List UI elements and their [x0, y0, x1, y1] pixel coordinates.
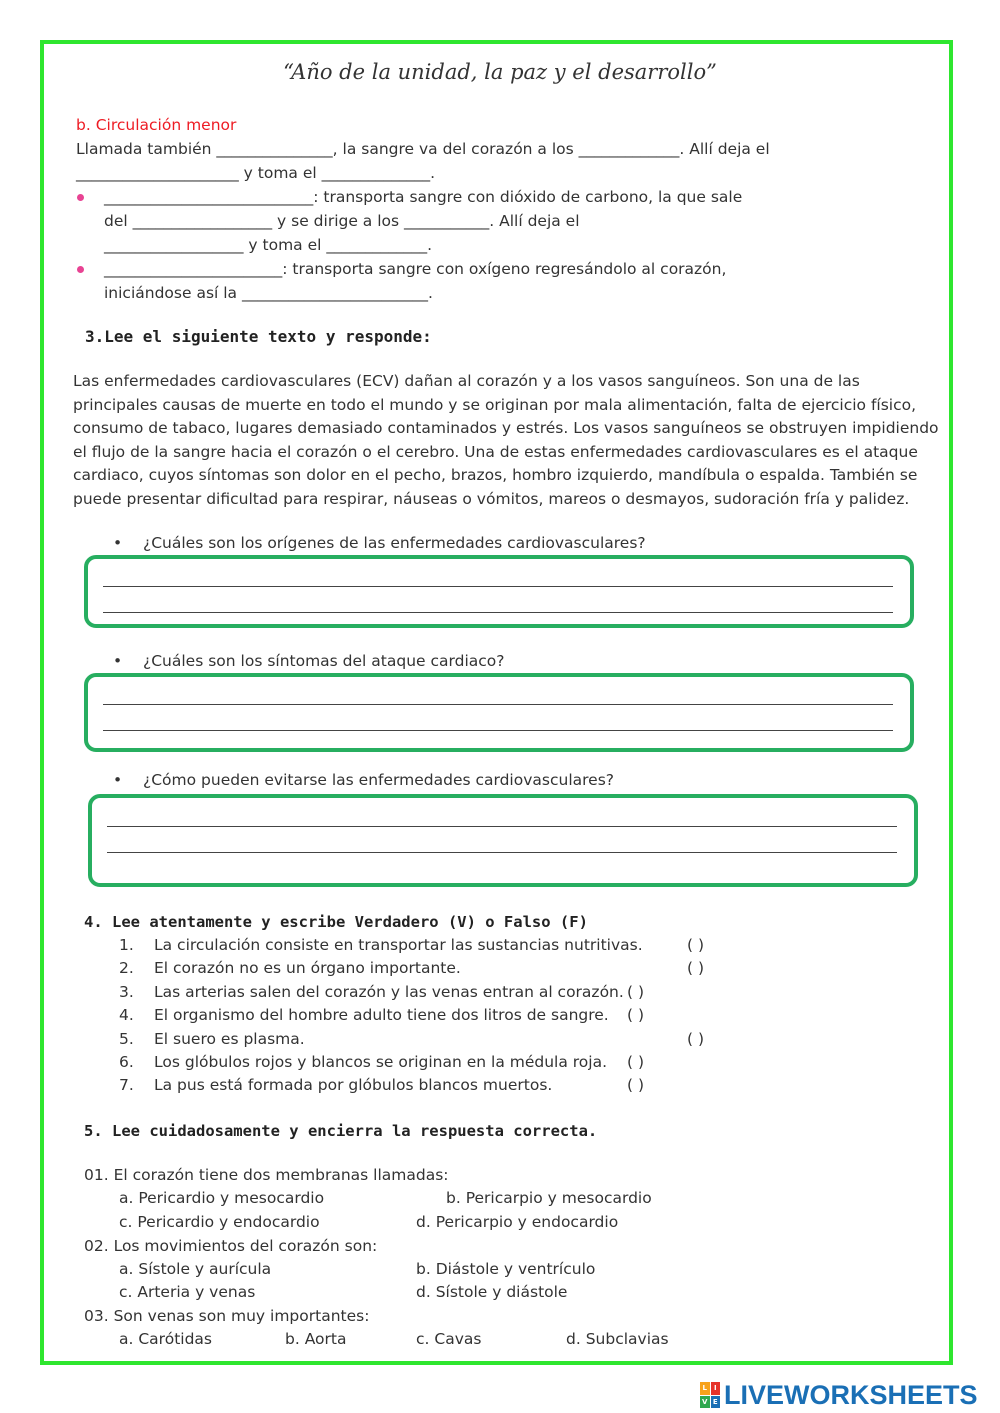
question-2	[118, 652, 505, 670]
tf-answer-parens[interactable]: ( )	[627, 1006, 645, 1024]
question-1-text: ¿Cuáles son los orígenes de las enfermedades cardiovasculares?	[143, 534, 646, 552]
paragraph-line: cardiaco, cuyos síntomas son dolor en el pecho, brazos, hombro izquierdo, mandíbula o espalda. También se	[73, 466, 918, 484]
bullet1-line-1: ___________________________: transporta sangre con dióxido de carbono, la que sale	[104, 188, 743, 206]
tf-number: 4.	[119, 1006, 134, 1024]
mc-question-3: 03. Son venas son muy importantes:	[84, 1307, 370, 1325]
tf-answer-parens[interactable]: ( )	[687, 936, 705, 954]
tf-answer-parens[interactable]: ( )	[687, 959, 705, 977]
paragraph-line: puede presentar dificultad para respirar, náuseas o vómitos, mareos o desmayos, sudoración fría y palidez.	[73, 489, 910, 508]
liveworksheets-logo-icon: L I V E	[700, 1382, 720, 1408]
mc-option[interactable]: a. Sístole y aurícula	[119, 1260, 272, 1278]
answer-box-3[interactable]	[88, 794, 918, 887]
tf-number: 2.	[119, 959, 134, 977]
mc-question-1: 01. El corazón tiene dos membranas llamadas:	[84, 1166, 449, 1184]
paragraph-line: Las enfermedades cardiovasculares (ECV) dañan al corazón y a los vasos sanguíneos. Son una de las	[73, 372, 860, 390]
tf-number: 6.	[119, 1053, 134, 1071]
answer-line	[107, 826, 897, 827]
answer-line	[103, 704, 893, 705]
liveworksheets-logo	[700, 1378, 978, 1412]
mc-option[interactable]: c. Arteria y venas	[119, 1283, 256, 1301]
tf-statement: El organismo del hombre adulto tiene dos litros de sangre.	[154, 1006, 609, 1024]
mc-option[interactable]: c. Cavas	[416, 1330, 482, 1348]
tf-statement: La circulación consiste en transportar las sustancias nutritivas.	[154, 936, 643, 954]
tf-number: 3.	[119, 983, 134, 1001]
mc-option[interactable]: a. Pericardio y mesocardio	[119, 1189, 325, 1207]
tf-statement: Los glóbulos rojos y blancos se originan en la médula roja.	[154, 1053, 608, 1071]
mc-option[interactable]: b. Aorta	[285, 1330, 347, 1348]
tf-statement: Las arterias salen del corazón y las venas entran al corazón.	[154, 983, 624, 1001]
bullet2-line-1: _______________________: transporta sangre con oxígeno regresándolo al corazón,	[104, 260, 727, 278]
section-3-title: 3.Lee el siguiente texto y responde:	[85, 327, 432, 346]
mc-option[interactable]: a. Carótidas	[119, 1330, 212, 1348]
paragraph-line: el flujo de la sangre hacia el corazón o el cerebro. Una de estas enfermedades cardiovasculares es el ataque	[73, 442, 918, 461]
question-1	[118, 534, 646, 552]
mc-option[interactable]: d. Sístole y diástole	[416, 1283, 568, 1301]
mc-option[interactable]: d. Pericarpio y endocardio	[416, 1213, 619, 1231]
answer-box-2[interactable]	[84, 673, 914, 752]
section-4-title: 4. Lee atentamente y escribe Verdadero (V) o Falso (F)	[84, 913, 588, 931]
tf-answer-parens[interactable]: ( )	[627, 983, 645, 1001]
mc-option[interactable]: b. Diástole y ventrículo	[416, 1260, 596, 1278]
section-b-line-1: Llamada también _______________, la sangre va del corazón a los _____________. Allí deja el	[76, 140, 770, 158]
mc-option[interactable]: d. Subclavias	[566, 1330, 669, 1348]
mc-option[interactable]: c. Pericardio y endocardio	[119, 1213, 320, 1231]
answer-box-1[interactable]	[84, 555, 914, 628]
tf-answer-parens[interactable]: ( )	[627, 1053, 645, 1071]
tf-statement: La pus está formada por glóbulos blancos muertos.	[154, 1076, 553, 1094]
bullet1-line-2: del __________________ y se dirige a los ___________. Allí deja el	[104, 212, 580, 230]
paragraph-line: consumo de tabaco, lugares demasiado contaminados y estrés. Los vasos sanguíneos se obstruyen impidiendo	[73, 419, 939, 437]
bullet1-line-3: __________________ y toma el _____________.	[104, 236, 433, 254]
brand-name: LIVEWORKSHEETS	[724, 1379, 978, 1410]
bullet2-line-2: iniciándose así la ________________________.	[104, 284, 433, 302]
mc-question-2: 02. Los movimientos del corazón son:	[84, 1237, 378, 1255]
section-b-title: b. Circulación menor	[76, 116, 237, 134]
tf-number: 5.	[119, 1030, 134, 1048]
tf-number: 7.	[119, 1076, 134, 1094]
question-3	[118, 771, 614, 789]
pink-bullet-icon	[77, 194, 84, 201]
answer-line	[107, 852, 897, 853]
pink-bullet-icon	[77, 266, 84, 273]
paragraph-line: principales causas de muerte en todo el mundo y se originan por mala alimentación, falta de ejercicio físico,	[73, 395, 917, 414]
mc-option[interactable]: b. Pericarpio y mesocardio	[446, 1189, 652, 1207]
tf-answer-parens[interactable]: ( )	[627, 1076, 645, 1094]
motto-heading: “Año de la unidad, la paz y el desarrollo”	[283, 60, 717, 84]
section-b-line-2: _____________________ y toma el ______________.	[76, 164, 436, 182]
answer-line	[103, 586, 893, 587]
question-2-text: ¿Cuáles son los síntomas del ataque cardiaco?	[143, 652, 505, 670]
answer-line	[103, 730, 893, 731]
tf-answer-parens[interactable]: ( )	[687, 1030, 705, 1048]
section-5-title: 5. Lee cuidadosamente y encierra la respuesta correcta.	[84, 1122, 598, 1140]
tf-statement: El corazón no es un órgano importante.	[154, 959, 461, 977]
tf-number: 1.	[119, 936, 134, 954]
tf-statement: El suero es plasma.	[154, 1030, 305, 1048]
answer-line	[103, 612, 893, 613]
reading-paragraph	[73, 370, 939, 511]
question-3-text: ¿Cómo pueden evitarse las enfermedades cardiovasculares?	[143, 771, 614, 789]
